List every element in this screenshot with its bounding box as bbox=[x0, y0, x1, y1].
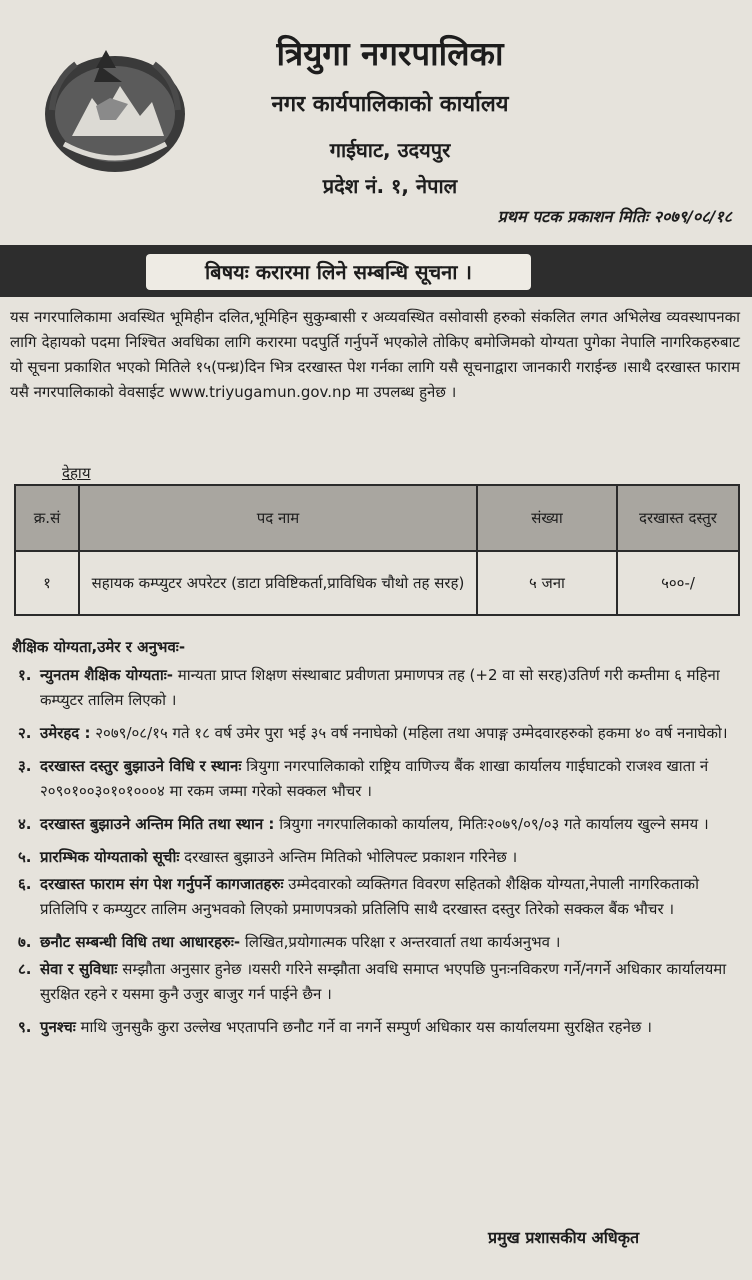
item-text: २०७९/०८/१५ गते १८ वर्ष उमेर पुरा भई ३५ वर्ष ननाघेको (महिला तथा अपाङ्ग उम्मेदवारहरुको हकमा ४० वर्ष ननाघेको। bbox=[90, 724, 728, 742]
item-text: माथि जुनसुकै कुरा उल्लेख भएतापनि छनौट गर्ने वा नगर्ने सम्पुर्ण अधिकार यस कार्यालयमा सुरक्षित रहनेछ । bbox=[75, 1018, 652, 1036]
requirements-list bbox=[18, 663, 740, 1040]
col-fee: दरखास्त दस्तुर bbox=[617, 485, 739, 551]
item-text: दरखास्त बुझाउने अन्तिम मितिको भोलिपल्ट प्रकाशन गरिनेछ । bbox=[179, 848, 518, 866]
item-number: ७. bbox=[18, 933, 32, 951]
cell-count: ५ जना bbox=[477, 551, 617, 615]
item-label: दरखास्त फाराम संग पेश गर्नुपर्ने कागजातहरुः bbox=[40, 875, 284, 893]
item-text: त्रियुगा नगरपालिकाको कार्यालय, मितिः२०७९/०९/०३ गते कार्यालय खुल्ने समय । bbox=[274, 815, 709, 833]
col-count: संख्या bbox=[477, 485, 617, 551]
table-row bbox=[15, 551, 739, 615]
list-item bbox=[18, 663, 740, 713]
cell-post-name: सहायक कम्प्युटर अपरेटर (डाटा प्रविष्टिकर्ता,प्राविधिक चौथो तह सरह) bbox=[79, 551, 477, 615]
posts-table bbox=[14, 484, 740, 616]
item-text: उम्मेदवारको व्यक्तिगत विवरण सहितको शैक्षिक योग्यता,नेपाली नागरिकताको प्रतिलिपि र कम्प्युटर तालिम अनुभवको लिएको प्रमाणपत्रको प्रतिलिपि साथै दरखास्त दस्तुर तिरेको सक्कल बैंक भौचर । bbox=[40, 875, 699, 918]
item-label: उमेरहद : bbox=[40, 724, 91, 742]
item-text: त्रियुगा नगरपालिकाको राष्ट्रिय वाणिज्य बैंक शाखा कार्यालय गाईघाटको राजश्व खाता नं २०९०१००३०१०१०००४ मा रकम जम्मा गरेको सक्कल भौचर । bbox=[40, 757, 709, 800]
office-title: नगर कार्यपालिकाको कार्यालय bbox=[271, 92, 509, 117]
item-label: दरखास्त बुझाउने अन्तिम मिति तथा स्थान : bbox=[40, 815, 275, 833]
qualification-title: शैक्षिक योग्यता,उमेर र अनुभवः- bbox=[12, 638, 186, 656]
intro-text: यस नगरपालिकामा अवस्थित भूमिहीन दलित,भूमिहिन सुकुम्बासी र अव्यवस्थित वसोवासी हरुको संकलित लगत अभिलेख व्यवस्थापनका लागि देहायको पदमा निश्चित अवधिका लागि करारमा पदपुर्ति गर्नुपर्ने भएकोले तोकिए बमोजिमको योग्यता पुगेका नेपालि नागरिकहरुबाट यो सूचना प्रकाशित भएको मितिले १५(पन्ध्र)दिन भित्र दरखास्त पेश गर्नका लागि यसै सूचनाद्वारा जानकारी गराईन्छ ।साथै दरखास्त फाराम यसै नगरपालिकाको वेवसाईट www.triyugamun.gov.np मा उपलब्ध हुनेछ । bbox=[10, 308, 740, 401]
col-serial: क्र.सं bbox=[15, 485, 79, 551]
item-number: ६. bbox=[18, 875, 32, 893]
list-item bbox=[18, 812, 740, 837]
item-text: लिखित,प्रयोगात्मक परिक्षा र अन्तरवार्ता तथा कार्यअनुभव । bbox=[240, 933, 561, 951]
location: गाईघाट, उदयपुर bbox=[329, 138, 451, 162]
list-item bbox=[18, 721, 740, 746]
item-label: छनौट सम्बन्धी विधि तथा आधारहरुः- bbox=[40, 933, 241, 951]
item-number: २. bbox=[18, 724, 32, 742]
item-number: १. bbox=[18, 666, 32, 684]
list-item bbox=[18, 845, 740, 870]
item-text: सम्झौता अनुसार हुनेछ ।यसरी गरिने सम्झौता अवधि समाप्त भएपछि पुनःनविकरण गर्ने/नगर्ने अधिकार कार्यालयमा सुरक्षित रहने र यसमा कुनै उजुर बाजुर गर्न पाईने छैन । bbox=[40, 960, 727, 1003]
item-number: ५. bbox=[18, 848, 32, 866]
item-number: ४. bbox=[18, 815, 32, 833]
province: प्रदेश नं. १, नेपाल bbox=[322, 174, 458, 198]
intro-paragraph bbox=[10, 305, 740, 405]
item-number: ३. bbox=[18, 757, 32, 775]
cell-serial: १ bbox=[15, 551, 79, 615]
item-label: न्युनतम शैक्षिक योग्यताः- bbox=[40, 666, 173, 684]
subject-title: बिषयः करारमा लिने सम्बन्धि सूचना । bbox=[146, 254, 531, 290]
item-label: पुनश्चः bbox=[40, 1018, 76, 1036]
municipality-title: त्रियुगा नगरपालिका bbox=[276, 34, 504, 73]
table-header-row bbox=[15, 485, 739, 551]
signatory-title: प्रमुख प्रशासकीय अधिकृत bbox=[488, 1228, 640, 1247]
item-label: प्रारम्भिक योग्यताको सूचीः bbox=[40, 848, 180, 866]
nepal-emblem-icon bbox=[40, 40, 190, 180]
list-item bbox=[18, 872, 740, 922]
item-label: सेवा र सुविधाः bbox=[40, 960, 118, 978]
item-label: दरखास्त दस्तुर बुझाउने विधि र स्थानः bbox=[40, 757, 242, 775]
list-item bbox=[18, 1015, 740, 1040]
col-post-name: पद नाम bbox=[79, 485, 477, 551]
item-number: ९. bbox=[18, 1018, 32, 1036]
publication-date: प्रथम पटक प्रकाशन मितिः २०७९/०८/१८ bbox=[497, 207, 732, 226]
schedule-label: देहाय bbox=[62, 464, 91, 482]
item-text: मान्यता प्राप्त शिक्षण संस्थाबाट प्रवीणता प्रमाणपत्र तह (+2 वा सो सरह)उतिर्ण गरी कम्तीमा ६ महिना कम्प्युटर तालिम लिएको । bbox=[40, 666, 720, 709]
list-item bbox=[18, 754, 740, 804]
cell-fee: ५००-/ bbox=[617, 551, 739, 615]
list-item bbox=[18, 957, 740, 1007]
item-number: ८. bbox=[18, 960, 32, 978]
list-item bbox=[18, 930, 740, 955]
